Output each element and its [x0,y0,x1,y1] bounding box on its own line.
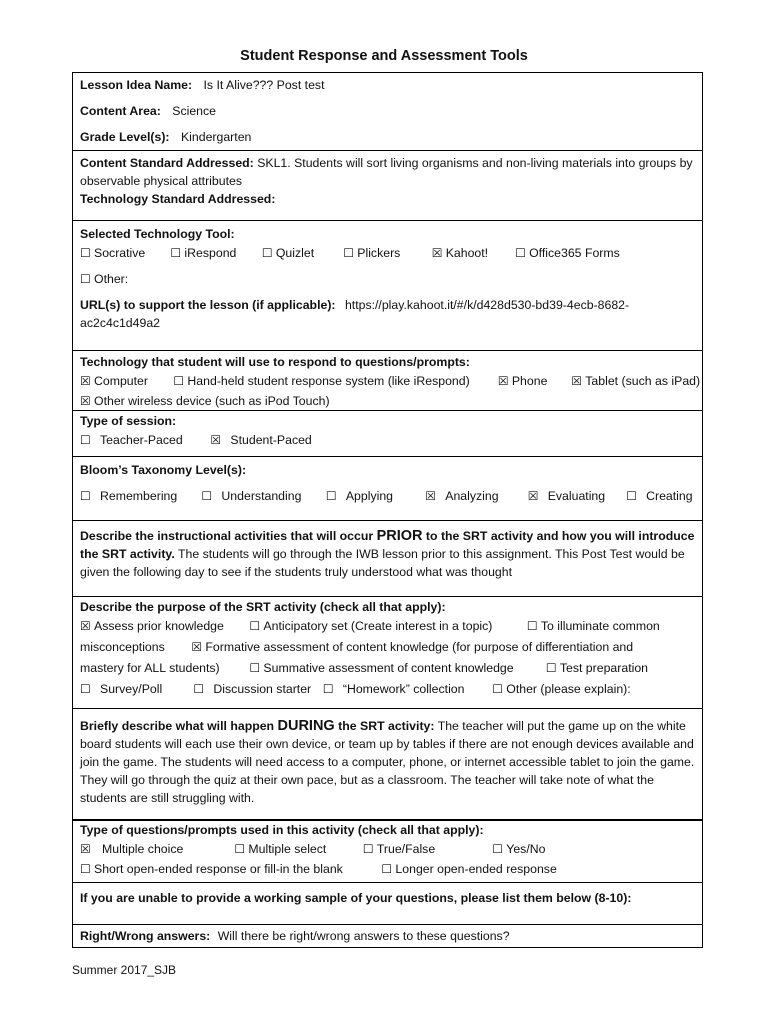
page-footer: Summer 2017_SJB [72,963,177,977]
tool-option-kahoot[interactable]: ☒ Kahoot! [431,246,489,260]
session-type-section [73,411,702,457]
content-standard-value: SKL1. Students will sort living organisms and non-living materials into groups by observable physical attributes [80,156,693,188]
purpose-option-formative-cont: mastery for ALL students) [80,661,220,675]
question-samples-label: If you are unable to provide a working sample of your questions, please list them below (8-10): [80,891,632,905]
during-prompt-suffix: the SRT activity: [338,719,435,733]
qtype-option-long-response[interactable]: ☐ Longer open-ended response [381,862,557,876]
qtype-option-multiple-select[interactable]: ☐ Multiple select [234,842,327,856]
tool-option-other[interactable]: ☐ Other: [80,272,129,286]
device-option-handheld[interactable]: ☐ Hand-held student response system (like iRespond) [173,374,470,388]
url-value-continued[interactable]: ac2c4c1d49a2 [80,316,160,330]
during-prompt: Briefly describe what will happen [80,719,275,733]
blooms-section [73,457,702,521]
lesson-name-value: Is It Alive??? Post test [203,78,325,92]
url-value[interactable]: https://play.kahoot.it/#/k/d428d530-bd39-4ecb-8682- [344,298,630,312]
content-area-label: Content Area: [80,104,161,118]
srt-form [72,72,703,948]
blooms-option-analyzing[interactable]: ☒ Analyzing [425,489,499,503]
lesson-name-label: Lesson Idea Name: [80,78,193,92]
during-answer: The teacher will put the game up on the white board students will each use their own device, or team up by tables if there are not enough devices available and join the game. The students will need access to a computer, phone, or internet accessible tablet to join the game. They will go through the quiz at their own pace, but as a classroom. The teacher will take note of what the students are still struggling with. [80,719,695,805]
purpose-option-misconceptions[interactable]: ☐ To illuminate common [526,619,660,633]
tool-option-irespond[interactable]: ☐ iRespond [170,246,237,260]
student-technology-label: Technology that student will use to respond to questions/prompts: [80,355,470,369]
lesson-info-section [73,73,702,151]
grade-level-value: Kindergarten [180,130,252,144]
tool-option-office365[interactable]: ☐ Office365 Forms [515,246,620,260]
device-option-other[interactable]: ☒ Other wireless device (such as iPod Touch) [80,394,330,408]
question-samples-section [73,883,702,925]
purpose-option-anticipatory[interactable]: ☐ Anticipatory set (Create interest in a topic) [249,619,493,633]
purpose-option-other[interactable]: ☐ Other (please explain): [492,682,631,696]
blooms-option-evaluating[interactable]: ☒ Evaluating [527,489,606,503]
blooms-option-remembering[interactable]: ☐ Remembering [80,489,178,503]
technology-tool-label: Selected Technology Tool: [80,227,235,241]
purpose-section [73,597,702,709]
student-technology-section [73,351,702,411]
question-types-section [73,820,702,883]
purpose-option-homework[interactable]: ☐ “Homework” collection [322,682,465,696]
purpose-option-summative[interactable]: ☐ Summative assessment of content knowledge [249,661,514,675]
prior-activities-section [73,521,702,597]
device-option-tablet[interactable]: ☒ Tablet (such as iPad) [571,374,701,388]
tech-standard-label: Technology Standard Addressed: [80,192,276,206]
during-activity-section [73,709,702,820]
qtype-option-yes-no[interactable]: ☐ Yes/No [492,842,546,856]
qtype-option-true-false[interactable]: ☐ True/False [362,842,436,856]
purpose-option-assess-prior[interactable]: ☒ Assess prior knowledge [80,619,224,633]
grade-level-label: Grade Level(s): [80,130,170,144]
content-area-value: Science [172,104,217,118]
tool-option-socrative[interactable]: ☐ Socrative [80,246,146,260]
tool-option-plickers[interactable]: ☐ Plickers [343,246,401,260]
standards-section [73,151,702,221]
device-option-computer[interactable]: ☒ Computer [80,374,148,388]
session-type-label: Type of session: [80,414,177,428]
device-option-phone[interactable]: ☒ Phone [497,374,548,388]
question-types-label: Type of questions/prompts used in this activity (check all that apply): [80,823,484,837]
blooms-option-understanding[interactable]: ☐ Understanding [201,489,302,503]
url-label: URL(s) to support the lesson (if applicable): [80,298,336,312]
purpose-label: Describe the purpose of the SRT activity (check all that apply): [80,600,446,614]
content-standard-label: Content Standard Addressed: [80,156,254,170]
tool-option-quizlet[interactable]: ☐ Quizlet [261,246,315,260]
blooms-option-creating[interactable]: ☐ Creating [626,489,693,503]
right-wrong-question: Will there be right/wrong answers to these questions? [217,929,510,943]
prior-answer: The students will go through the IWB lesson prior to this assignment. This Post Test would be given the following day to see if the students truly understood what was thought [80,547,685,579]
purpose-option-test-prep[interactable]: ☐ Test preparation [545,661,649,675]
prior-prompt-suffix: to the SRT activity and how you will introduce the SRT activity. [80,529,695,561]
during-emphasis: DURING [277,718,335,734]
session-option-teacher-paced[interactable]: ☐ Teacher-Paced [80,433,183,447]
purpose-option-misconceptions-cont: misconceptions [80,640,165,654]
session-option-student-paced[interactable]: ☒ Student-Paced [210,433,312,447]
page-title: Student Response and Assessment Tools [240,48,528,64]
purpose-option-discussion[interactable]: ☐ Discussion starter [193,682,312,696]
qtype-option-short-response[interactable]: ☐ Short open-ended response or fill-in the blank [80,862,343,876]
right-wrong-section [73,925,702,948]
prior-emphasis: PRIOR [376,528,423,544]
purpose-option-survey[interactable]: ☐ Survey/Poll [80,682,163,696]
technology-tool-section [73,221,702,351]
blooms-label: Bloom’s Taxonomy Level(s): [80,463,247,477]
right-wrong-label: Right/Wrong answers: [80,929,211,943]
blooms-option-applying[interactable]: ☐ Applying [325,489,394,503]
qtype-option-multiple-choice[interactable]: ☒ Multiple choice [80,842,184,856]
prior-prompt: Describe the instructional activities that will occur [80,529,374,543]
purpose-option-formative[interactable]: ☒ Formative assessment of content knowledge (for purpose of differentiation and [191,640,634,654]
